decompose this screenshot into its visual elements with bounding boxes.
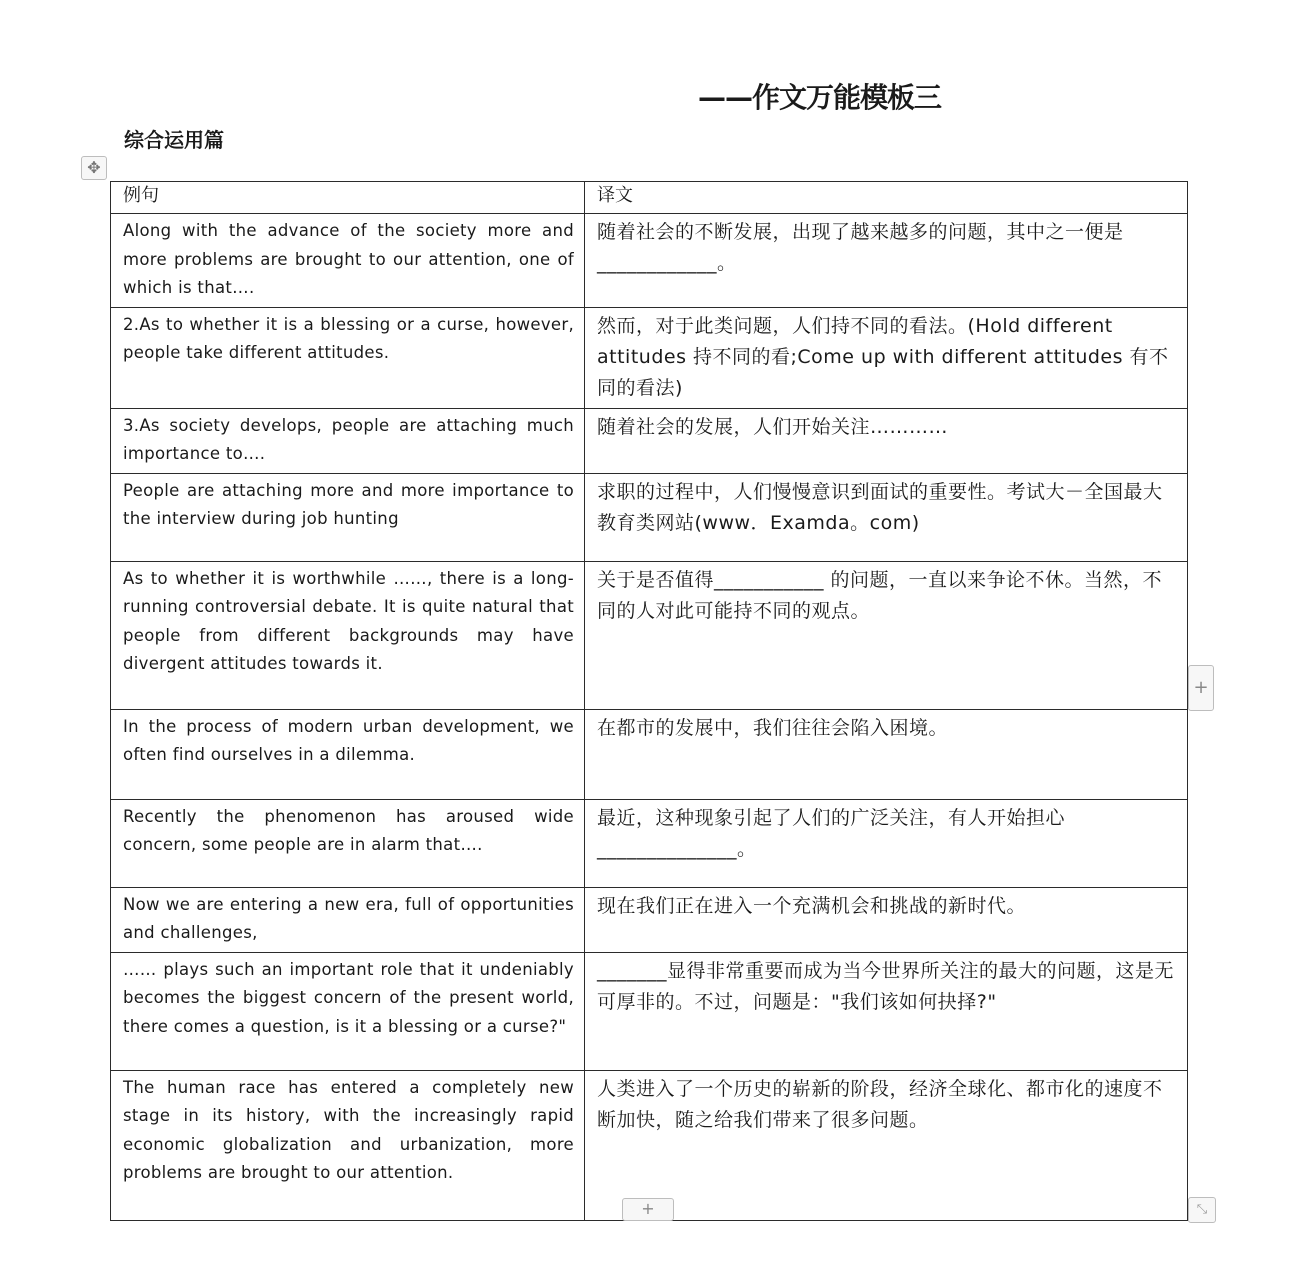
translation[interactable]: 随着社会的不断发展，出现了越来越多的问题，其中之一便是____________。 xyxy=(585,214,1188,308)
example-sentence[interactable]: Recently the phenomenon has aroused wide concern, some people are in alarm that…. xyxy=(111,799,585,887)
example-sentence[interactable]: The human race has entered a completely new stage in its history, with the increasingly rapid economic globalization and urbanization, more problems are brought to our attention. xyxy=(111,1070,585,1220)
translation[interactable]: 现在我们正在进入一个充满机会和挑战的新时代。 xyxy=(585,887,1188,952)
table-row xyxy=(111,799,1188,887)
table-row xyxy=(111,307,1188,408)
example-sentence[interactable]: Along with the advance of the society more and more problems are brought to our attention, one of which is that…. xyxy=(111,214,585,308)
example-sentence[interactable]: People are attaching more and more importance to the interview during job hunting xyxy=(111,473,585,561)
table-row xyxy=(111,887,1188,952)
plus-icon: + xyxy=(641,1199,655,1218)
header-translation[interactable]: 译文 xyxy=(585,182,1188,214)
section-title: 综合运用篇 xyxy=(124,128,224,152)
example-sentence[interactable]: …… plays such an important role that it undeniably becomes the biggest concern of the present world, there comes a question, is it a blessing or a curse?" xyxy=(111,952,585,1070)
translation[interactable]: 随着社会的发展，人们开始关注………… xyxy=(585,408,1188,473)
document-title: ——作文万能模板三 xyxy=(698,81,942,114)
table-row xyxy=(111,473,1188,561)
header-example[interactable]: 例句 xyxy=(111,182,585,214)
table-move-icon[interactable]: ✥ xyxy=(81,156,107,180)
example-sentence[interactable]: 2.As to whether it is a blessing or a curse, however, people take different attitudes. xyxy=(111,307,585,408)
translation[interactable]: _______显得非常重要而成为当今世界所关注的最大的问题，这是无可厚非的。不过，问题是："我们该如何抉择?" xyxy=(585,952,1188,1070)
example-sentence[interactable]: In the process of modern urban development, we often find ourselves in a dilemma. xyxy=(111,709,585,799)
translation[interactable]: 求职的过程中，人们慢慢意识到面试的重要性。考试大－全国最大教育类网站(www．Examda。com) xyxy=(585,473,1188,561)
table-row xyxy=(111,952,1188,1070)
table-row xyxy=(111,561,1188,709)
translation[interactable]: 关于是否值得___________ 的问题，一直以来争论不休。当然，不同的人对此可能持不同的观点。 xyxy=(585,561,1188,709)
plus-icon: + xyxy=(1193,677,1209,698)
phrase-table xyxy=(110,181,1188,1221)
add-row-button[interactable] xyxy=(1188,665,1214,711)
translation[interactable]: 最近，这种现象引起了人们的广泛关注，有人开始担心______________。 xyxy=(585,799,1188,887)
example-sentence[interactable]: Now we are entering a new era, full of opportunities and challenges, xyxy=(111,887,585,952)
add-column-button[interactable] xyxy=(622,1198,674,1221)
table-header-row xyxy=(111,182,1188,214)
table-row xyxy=(111,408,1188,473)
translation[interactable]: 人类进入了一个历史的崭新的阶段，经济全球化、都市化的速度不断加快，随之给我们带来了很多问题。 xyxy=(585,1070,1188,1220)
translation[interactable]: 然而，对于此类问题，人们持不同的看法。(Hold different attitudes 持不同的看;Come up with different attitudes 有不同的看法) xyxy=(585,307,1188,408)
table-row xyxy=(111,214,1188,308)
example-sentence[interactable]: As to whether it is worthwhile ……, there is a long-running controversial debate. It is quite natural that people from different backgrounds may have divergent attitudes towards it. xyxy=(111,561,585,709)
table-row xyxy=(111,709,1188,799)
table-resize-icon[interactable]: ⤡ xyxy=(1188,1197,1216,1223)
translation[interactable]: 在都市的发展中，我们往往会陷入困境。 xyxy=(585,709,1188,799)
example-sentence[interactable]: 3.As society develops, people are attaching much importance to…. xyxy=(111,408,585,473)
